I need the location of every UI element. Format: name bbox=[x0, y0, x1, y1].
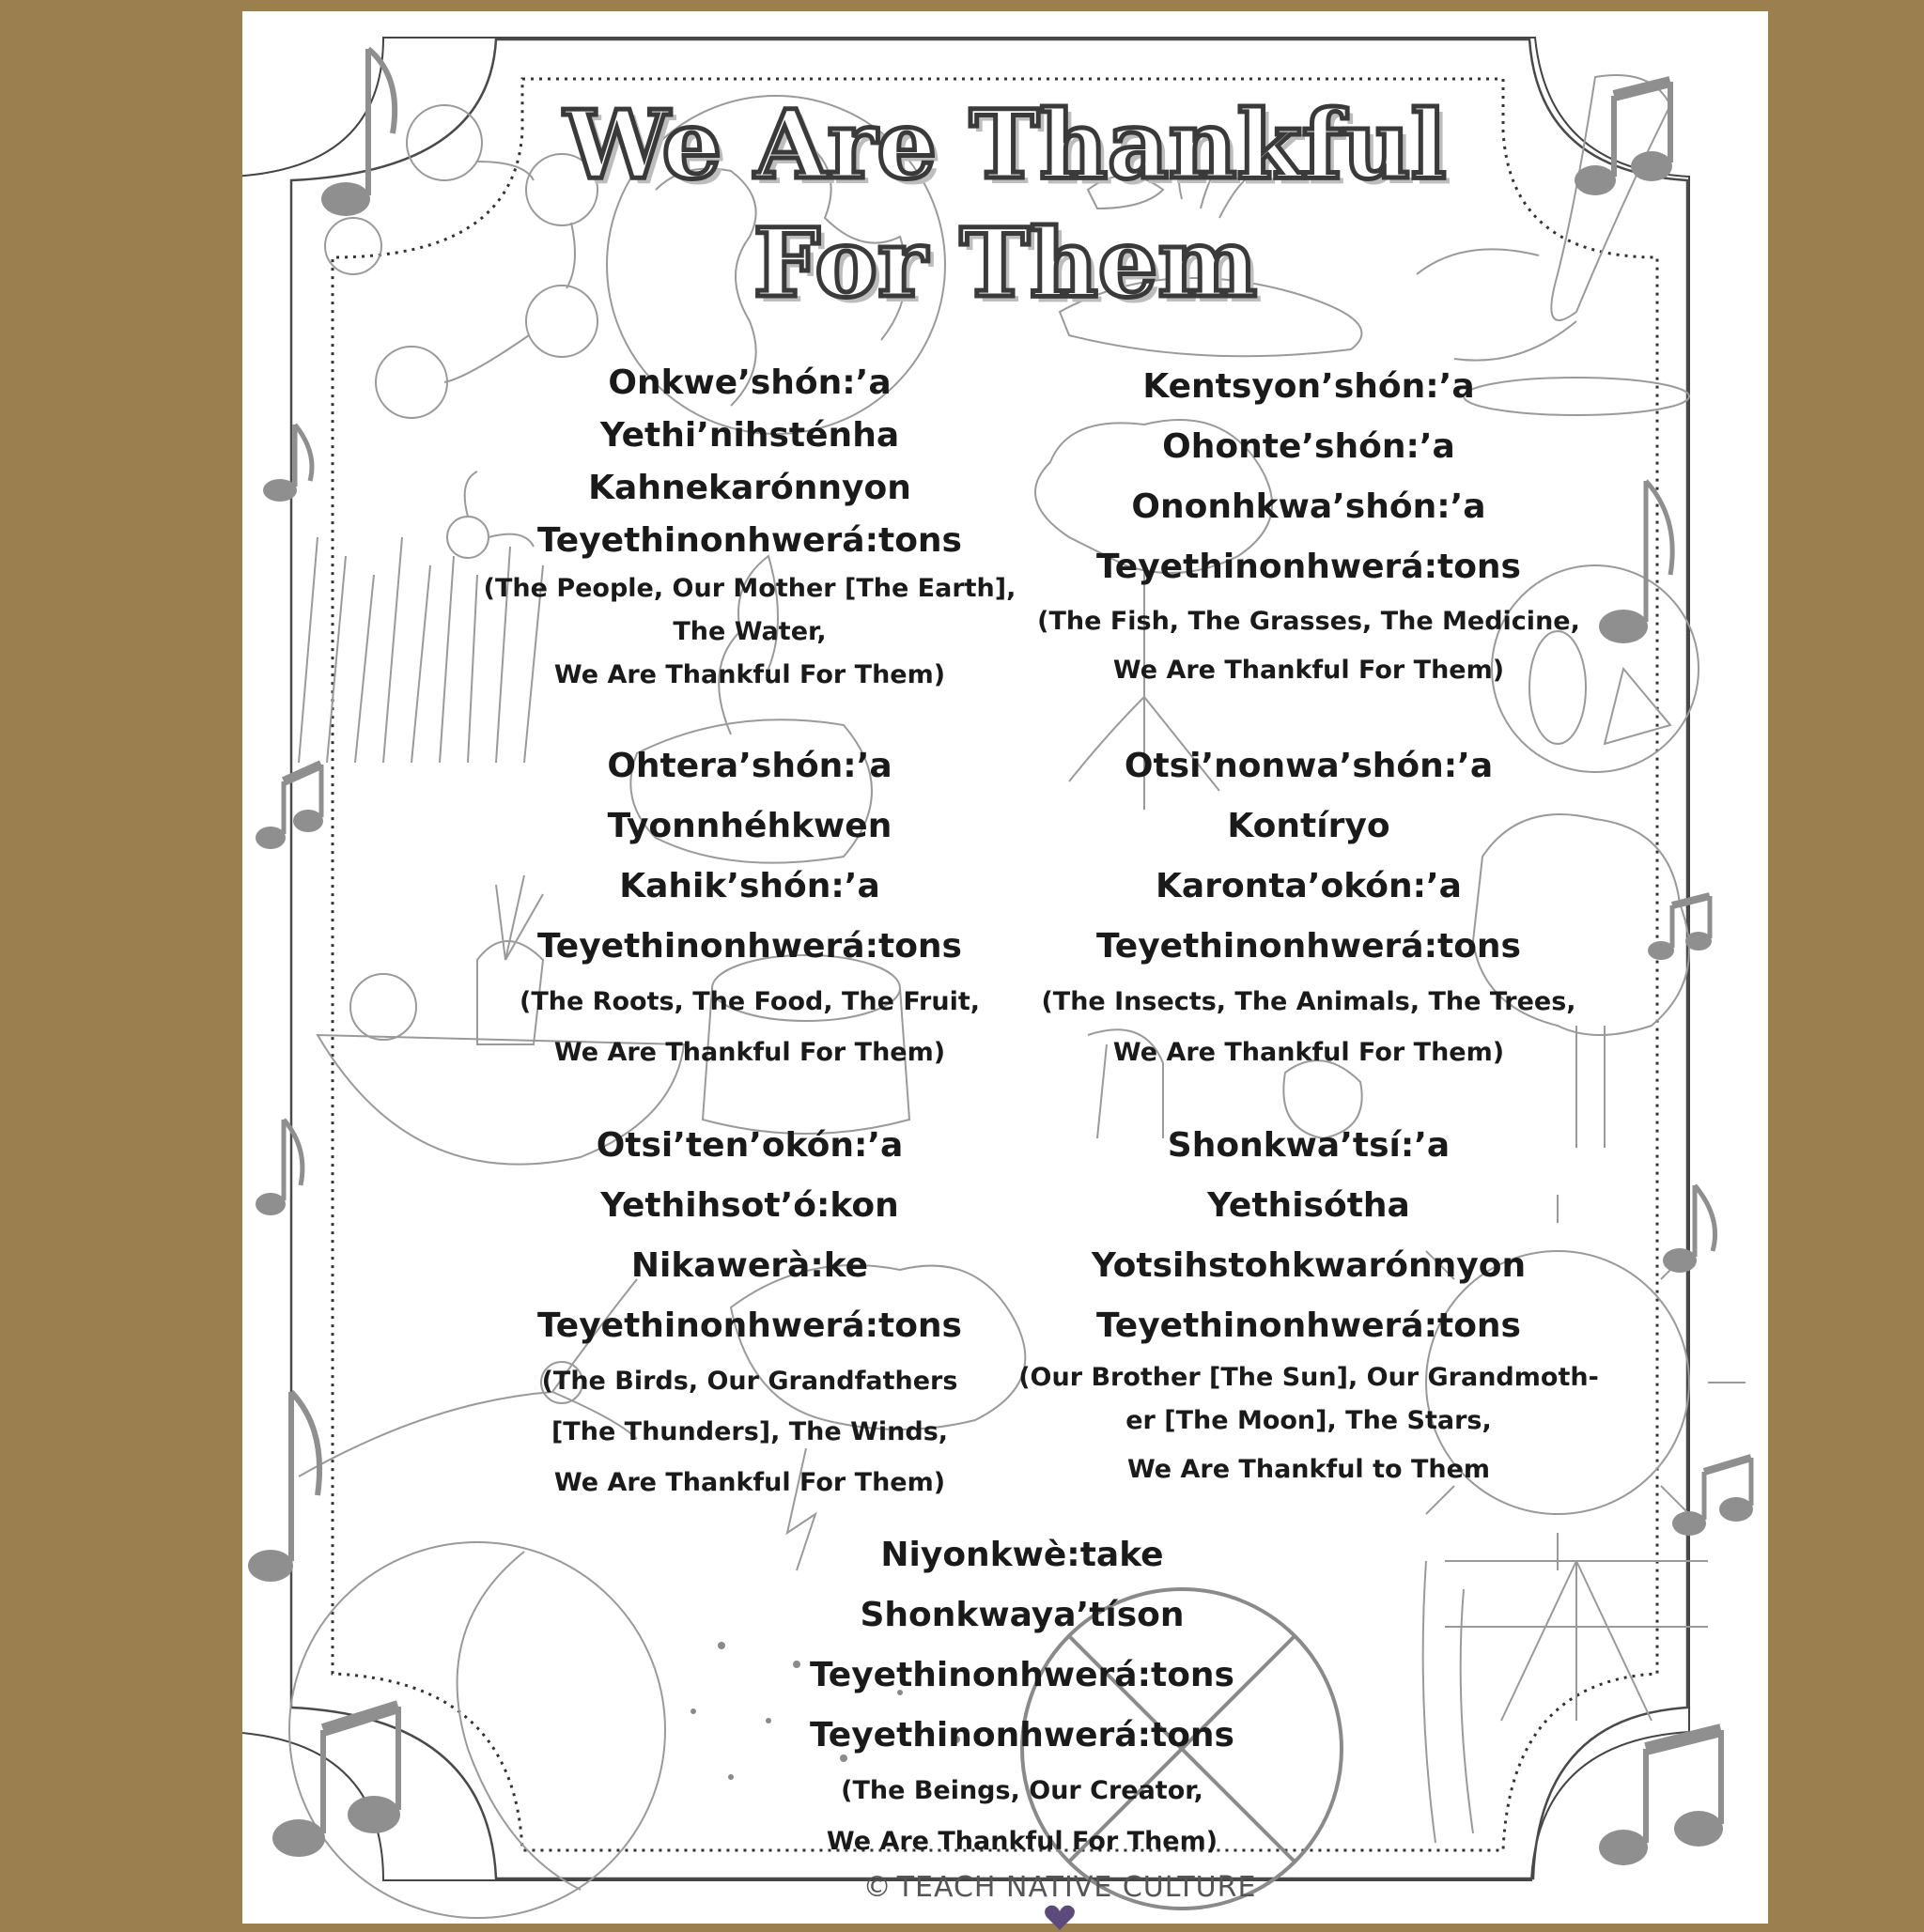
copyright-symbol: © bbox=[862, 1871, 892, 1904]
verse-line: Yethihsot’ó:kon bbox=[600, 1186, 899, 1225]
verse-line: Nikawerà:ke bbox=[630, 1246, 869, 1285]
music-note-icon bbox=[248, 1392, 319, 1582]
verse-line: Yethi’nihsténha bbox=[599, 416, 900, 455]
verse-translation: (The Beings, Our Creator, bbox=[841, 1776, 1203, 1805]
verse-translation: We Are Thankful For Them) bbox=[553, 1038, 946, 1067]
verse-translation: (The Birds, Our Grandfathers bbox=[541, 1367, 958, 1396]
verse-translation: We Are Thankful For Them) bbox=[553, 1468, 946, 1497]
verse-line: Teyethinonhwerá:tons bbox=[810, 1716, 1234, 1754]
page-title-line-1: We Are Thankful bbox=[564, 89, 1447, 200]
verse-people bbox=[458, 357, 1041, 697]
verse-line: Ononhkwa’shón:’a bbox=[1131, 487, 1486, 526]
coloring-sheet bbox=[242, 11, 1768, 1924]
verse-line: Tyonnhéhkwen bbox=[607, 807, 892, 845]
music-note-icon bbox=[256, 765, 323, 849]
heart-icon bbox=[1044, 1904, 1076, 1932]
verse-translation: (The Fish, The Grasses, The Medicine, bbox=[1037, 607, 1580, 636]
sunrise-scene-illustration bbox=[1423, 1561, 1708, 1843]
verse-line: Teyethinonhwerá:tons bbox=[537, 927, 962, 966]
verse-translation: er [The Moon], The Stars, bbox=[1125, 1406, 1492, 1435]
verse-translation: We Are Thankful For Them) bbox=[553, 660, 946, 689]
verse-line: Ohtera’shón:’a bbox=[607, 747, 892, 785]
music-note-icon bbox=[272, 1707, 400, 1857]
verse-line: Yotsihstohkwarónnyon bbox=[1091, 1246, 1527, 1285]
verse-translation: The Water, bbox=[673, 617, 827, 646]
verse-roots bbox=[458, 736, 1041, 1078]
verse-line: Kahnekarónnyon bbox=[588, 469, 911, 507]
verse-translation: [The Thunders], The Winds, bbox=[551, 1417, 949, 1446]
verse-line: Kontíryo bbox=[1227, 807, 1390, 845]
verse-line: Teyethinonhwerá:tons bbox=[1096, 1306, 1521, 1345]
verse-translation: (The People, Our Mother [The Earth], bbox=[483, 574, 1016, 603]
verse-line: Otsi’ten’okón:’a bbox=[596, 1126, 904, 1165]
verse-line: Teyethinonhwerá:tons bbox=[810, 1656, 1234, 1694]
verse-line: Ohonte’shón:’a bbox=[1162, 427, 1455, 466]
verse-translation: We Are Thankful For Them) bbox=[1112, 1038, 1505, 1067]
verse-translation: (Our Brother [The Sun], Our Grandmoth- bbox=[1018, 1363, 1599, 1392]
copyright-footer bbox=[853, 1871, 1266, 1912]
music-note-icon bbox=[256, 1120, 303, 1215]
verse-line: Niyonkwè:take bbox=[880, 1536, 1164, 1574]
verse-creator bbox=[731, 1525, 1313, 1867]
verse-translation: (The Roots, The Food, The Fruit, bbox=[519, 987, 981, 1016]
verse-birds bbox=[458, 1116, 1041, 1508]
verse-line: Teyethinonhwerá:tons bbox=[1096, 548, 1521, 586]
verse-translation: We Are Thankful For Them) bbox=[1112, 656, 1505, 685]
music-note-icon bbox=[263, 425, 312, 502]
verse-line: Karonta’okón:’a bbox=[1156, 867, 1462, 905]
verse-line: Otsi’nonwa’shón:’a bbox=[1124, 747, 1494, 785]
verse-line: Onkwe’shón:’a bbox=[608, 363, 892, 402]
verse-line: Shonkwaya’tíson bbox=[860, 1596, 1185, 1634]
verse-fish bbox=[1017, 357, 1600, 695]
verse-line: Kahik’shón:’a bbox=[619, 867, 880, 905]
verse-translation: (The Insects, The Animals, The Trees, bbox=[1041, 987, 1576, 1016]
verse-line: Teyethinonhwerá:tons bbox=[537, 1306, 962, 1345]
verse-translation: We Are Thankful For Them) bbox=[826, 1827, 1218, 1856]
moon-illustration bbox=[289, 1542, 665, 1918]
verse-translation: We Are Thankful to Them bbox=[1126, 1455, 1491, 1484]
verse-line: Yethisótha bbox=[1207, 1186, 1410, 1225]
verse-line: Shonkwa’tsí:’a bbox=[1167, 1126, 1451, 1165]
page-title-line-2: For Them bbox=[753, 208, 1258, 318]
verse-insects bbox=[1017, 736, 1600, 1078]
music-note-icon bbox=[1599, 481, 1672, 643]
verse-sun bbox=[1017, 1116, 1600, 1497]
verse-line: Teyethinonhwerá:tons bbox=[1096, 927, 1521, 966]
music-note-icon bbox=[1672, 1458, 1753, 1536]
brand-name: TEACH NATIVE CULTURE bbox=[896, 1871, 1257, 1904]
music-note-icon bbox=[1599, 1730, 1723, 1865]
verse-line: Kentsyon’shón:’a bbox=[1142, 367, 1475, 406]
verse-line: Teyethinonhwerá:tons bbox=[537, 521, 962, 560]
